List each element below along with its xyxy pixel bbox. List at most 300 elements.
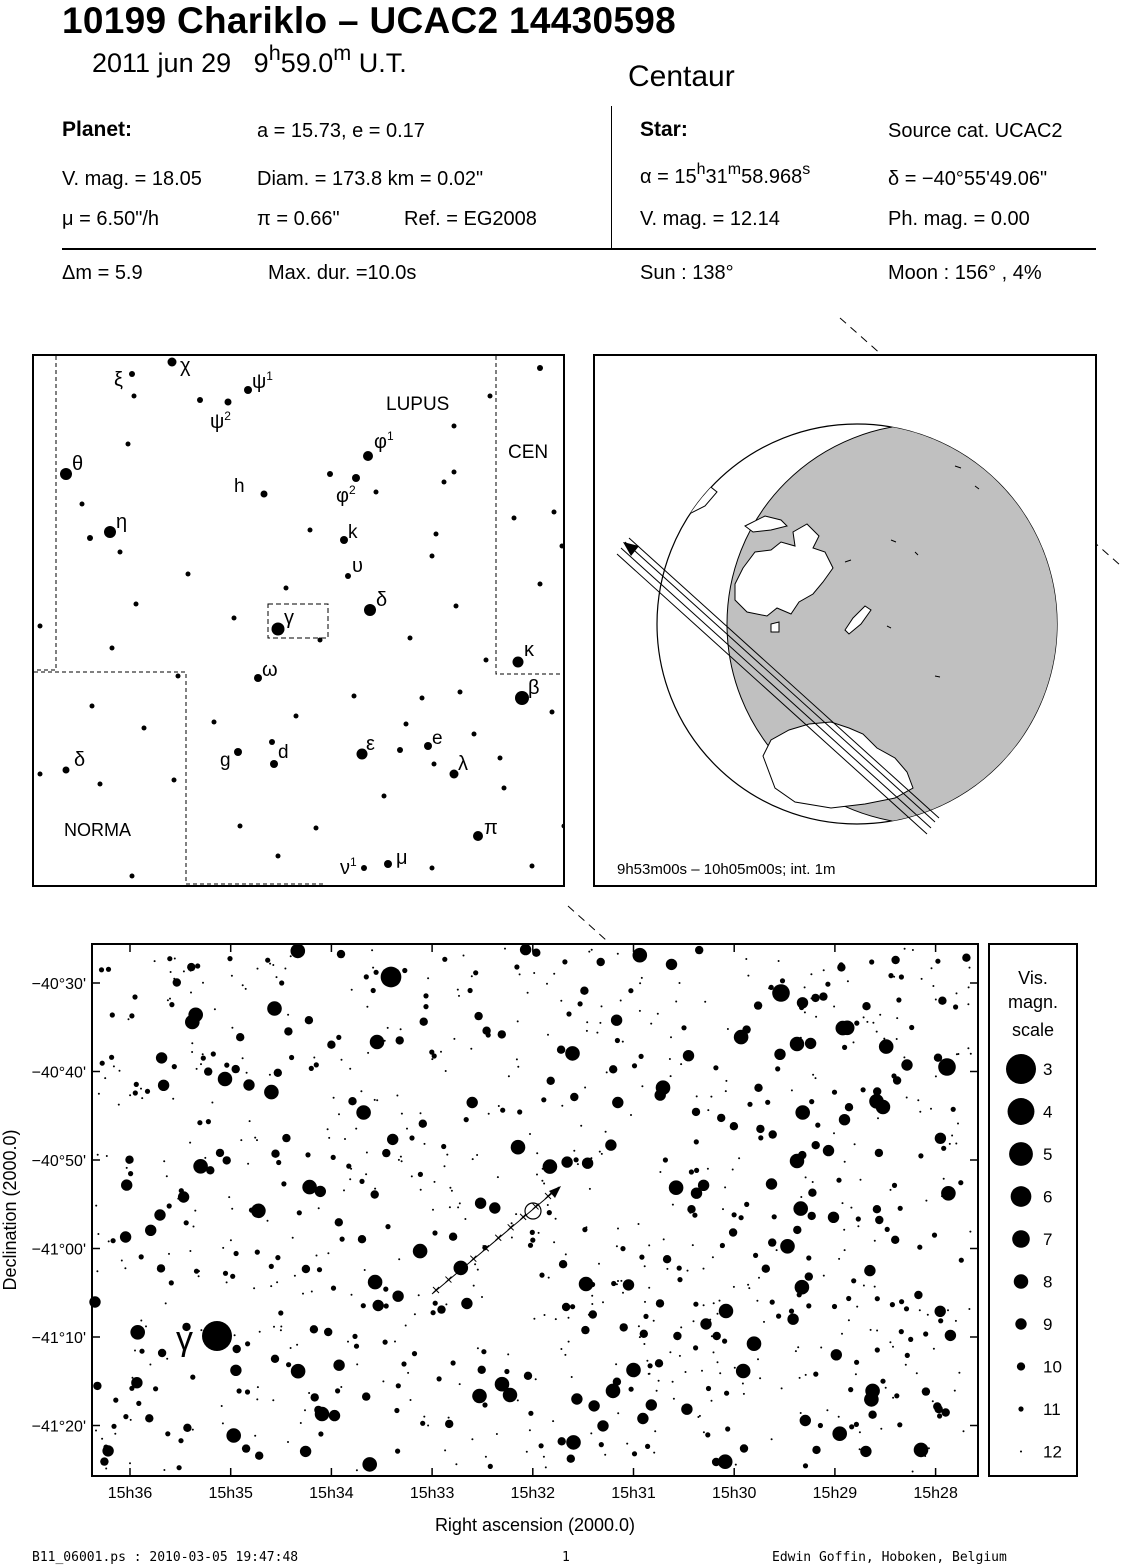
field-star bbox=[717, 1313, 719, 1315]
field-star bbox=[371, 1190, 379, 1198]
star-dec: δ = −40°55'49.06" bbox=[888, 168, 1048, 190]
nu1-glyph: ν bbox=[340, 857, 350, 879]
field-star bbox=[653, 1320, 655, 1322]
field-star bbox=[669, 1351, 671, 1353]
field-star bbox=[336, 1035, 341, 1040]
page-title: 10199 Chariklo – UCAC2 14430598 bbox=[62, 0, 677, 41]
field-star bbox=[639, 1054, 644, 1059]
field-star bbox=[183, 1424, 191, 1432]
field-star bbox=[606, 1384, 621, 1399]
field-star bbox=[713, 1351, 715, 1353]
field-star bbox=[247, 1163, 249, 1165]
field-star bbox=[703, 1268, 705, 1270]
lupus-label: LUPUS bbox=[386, 394, 450, 415]
field-star bbox=[533, 1318, 535, 1320]
field-star bbox=[192, 1429, 194, 1431]
phi1-glyph: φ bbox=[374, 431, 387, 453]
field-star bbox=[366, 1152, 368, 1154]
field-star bbox=[95, 1205, 97, 1207]
field-star bbox=[231, 1208, 233, 1210]
field-star bbox=[638, 1325, 640, 1327]
field-star bbox=[558, 1437, 566, 1445]
field-star bbox=[498, 1105, 500, 1107]
field-star bbox=[743, 1393, 745, 1395]
field-star bbox=[800, 1196, 802, 1198]
field-star bbox=[909, 1025, 914, 1030]
legend-marker bbox=[1017, 1362, 1025, 1370]
field-star bbox=[535, 1378, 537, 1380]
field-star bbox=[249, 1120, 251, 1122]
field-star bbox=[424, 1143, 426, 1145]
field-star bbox=[561, 1156, 572, 1167]
event-time-hours: 9 bbox=[253, 48, 269, 78]
field-star bbox=[451, 1190, 453, 1192]
field-star bbox=[692, 1244, 694, 1246]
field-star bbox=[601, 1005, 603, 1007]
field-star bbox=[384, 1303, 389, 1308]
field-star bbox=[481, 1296, 483, 1298]
field-star bbox=[673, 1332, 681, 1340]
field-star bbox=[557, 1046, 565, 1054]
field-star bbox=[680, 1063, 682, 1065]
field-star bbox=[854, 1422, 859, 1427]
field-star bbox=[294, 1275, 296, 1277]
psi1-sup: 1 bbox=[266, 369, 273, 383]
field-star bbox=[287, 1014, 289, 1016]
field-star bbox=[278, 1310, 283, 1315]
kappa-label: κ bbox=[524, 639, 534, 661]
k-label: k bbox=[348, 522, 358, 543]
field-star bbox=[310, 1325, 318, 1333]
field-star bbox=[431, 1310, 436, 1315]
field-star bbox=[808, 1212, 816, 1220]
finder-star bbox=[294, 714, 299, 719]
field-star bbox=[892, 1183, 897, 1188]
field-star bbox=[276, 1160, 281, 1165]
finder-stars bbox=[38, 358, 564, 879]
field-star bbox=[427, 977, 429, 979]
field-star bbox=[376, 1099, 378, 1101]
field-star bbox=[130, 1325, 145, 1340]
field-star bbox=[615, 1363, 617, 1365]
field-star bbox=[950, 1189, 952, 1191]
field-star bbox=[344, 1138, 346, 1140]
field-star bbox=[515, 1213, 517, 1215]
field-star bbox=[158, 1349, 166, 1357]
field-star bbox=[663, 1157, 668, 1162]
field-star bbox=[774, 1049, 785, 1060]
beta-label: β bbox=[528, 677, 540, 699]
field-star bbox=[589, 1310, 597, 1318]
field-star bbox=[445, 1070, 447, 1072]
field-star bbox=[758, 1277, 760, 1279]
field-star bbox=[812, 1074, 814, 1076]
field-star bbox=[698, 1180, 709, 1191]
field-star bbox=[890, 1302, 895, 1307]
field-star bbox=[756, 1300, 758, 1302]
field-star bbox=[860, 1446, 871, 1457]
field-star bbox=[958, 1180, 963, 1185]
field-star bbox=[738, 1157, 740, 1159]
field-star bbox=[228, 1196, 230, 1198]
field-star bbox=[555, 1318, 557, 1320]
field-star bbox=[409, 1135, 414, 1140]
field-star bbox=[848, 1319, 850, 1321]
finder-star bbox=[63, 767, 70, 774]
field-star bbox=[890, 1189, 892, 1191]
field-star bbox=[695, 946, 703, 954]
legend-marker bbox=[1009, 1142, 1033, 1166]
field-star bbox=[892, 1346, 894, 1348]
bright-star bbox=[89, 1296, 100, 1307]
field-star bbox=[956, 992, 958, 994]
field-star bbox=[775, 1066, 780, 1071]
field-star bbox=[362, 1392, 370, 1400]
field-star bbox=[100, 1457, 108, 1465]
y-axis-label: Declination (2000.0) bbox=[0, 1129, 20, 1291]
legend-label: 12 bbox=[1043, 1442, 1062, 1462]
star-header: Star: bbox=[640, 118, 688, 141]
bright-star bbox=[938, 1058, 956, 1076]
field-star bbox=[125, 1156, 133, 1164]
finder-star bbox=[225, 399, 232, 406]
field-star bbox=[908, 1337, 913, 1342]
field-star bbox=[300, 1422, 302, 1424]
field-star bbox=[136, 1401, 141, 1406]
star-source: Source cat. UCAC2 bbox=[888, 120, 1063, 142]
finder-star bbox=[110, 646, 115, 651]
psi1-glyph: ψ bbox=[252, 371, 267, 393]
g-label: g bbox=[220, 750, 231, 771]
field-star bbox=[259, 1331, 261, 1333]
finder-star bbox=[318, 638, 323, 643]
field-star bbox=[754, 1001, 762, 1009]
field-star bbox=[697, 1416, 699, 1418]
finder-star bbox=[374, 490, 379, 495]
finder-star bbox=[352, 694, 357, 699]
bright-star bbox=[719, 1304, 734, 1319]
planet-vmag: V. mag. = 18.05 bbox=[62, 168, 202, 190]
field-star bbox=[681, 1404, 692, 1415]
field-star bbox=[877, 1117, 879, 1119]
field-star bbox=[938, 997, 946, 1005]
field-star bbox=[891, 956, 899, 964]
field-star bbox=[401, 1113, 403, 1115]
field-star bbox=[825, 982, 830, 987]
finder-star bbox=[452, 424, 457, 429]
field-star bbox=[864, 1399, 866, 1401]
field-star bbox=[812, 1181, 814, 1183]
field-star bbox=[880, 1379, 885, 1384]
field-star bbox=[776, 1249, 778, 1251]
finder-star bbox=[384, 860, 392, 868]
bright-star bbox=[243, 1079, 254, 1090]
field-star bbox=[139, 1349, 144, 1354]
field-star bbox=[957, 1123, 959, 1125]
field-star bbox=[692, 1213, 697, 1218]
field-star bbox=[630, 1114, 632, 1116]
field-star bbox=[778, 960, 780, 962]
x-tick-label: 15h34 bbox=[309, 1485, 354, 1502]
field-star bbox=[865, 1384, 880, 1399]
field-star bbox=[729, 1228, 737, 1236]
field-star bbox=[912, 949, 914, 951]
field-star bbox=[95, 1430, 97, 1432]
field-star bbox=[959, 1258, 964, 1263]
x-tick-label: 15h33 bbox=[409, 1485, 455, 1502]
field-star bbox=[406, 1128, 408, 1130]
field-star bbox=[356, 1363, 358, 1365]
field-star bbox=[340, 1386, 342, 1388]
field-star bbox=[831, 1349, 842, 1360]
field-star bbox=[876, 1031, 878, 1033]
field-star bbox=[879, 1014, 881, 1016]
field-star bbox=[843, 1229, 845, 1231]
field-star bbox=[892, 1397, 894, 1399]
field-star bbox=[808, 1189, 816, 1197]
field-star bbox=[184, 1220, 189, 1225]
finder-star bbox=[234, 748, 242, 756]
field-star bbox=[713, 1332, 721, 1340]
field-star bbox=[643, 1314, 648, 1319]
field-star bbox=[772, 1214, 777, 1219]
field-star bbox=[311, 1291, 313, 1293]
field-star bbox=[226, 1281, 228, 1283]
field-star bbox=[745, 958, 747, 960]
field-star bbox=[591, 949, 593, 951]
field-star bbox=[935, 1133, 946, 1144]
field-star bbox=[367, 1052, 369, 1054]
x-tick-label: 15h32 bbox=[510, 1485, 556, 1502]
field-star bbox=[113, 1065, 115, 1067]
field-star bbox=[970, 1053, 972, 1055]
field-star bbox=[669, 1058, 671, 1060]
legend-label: 5 bbox=[1043, 1145, 1053, 1164]
field-star bbox=[602, 1301, 604, 1303]
field-star bbox=[680, 1326, 682, 1328]
field-star bbox=[280, 1326, 282, 1328]
field-star bbox=[854, 1360, 859, 1365]
field-star bbox=[722, 1339, 727, 1344]
finder-star bbox=[238, 824, 243, 829]
nu1-sup: 1 bbox=[350, 855, 357, 869]
field-star bbox=[470, 1048, 472, 1050]
field-star bbox=[133, 1090, 138, 1095]
field-star bbox=[876, 1330, 878, 1332]
hours-unit: h bbox=[268, 40, 281, 66]
norma-label: NORMA bbox=[64, 820, 131, 840]
field-star bbox=[547, 1034, 549, 1036]
field-star bbox=[449, 1206, 451, 1208]
field-star bbox=[108, 1240, 110, 1242]
field-star bbox=[463, 955, 465, 957]
field-star bbox=[609, 1065, 617, 1073]
field-star bbox=[347, 1341, 349, 1343]
field-star bbox=[498, 1030, 506, 1038]
field-star bbox=[804, 1011, 806, 1013]
field-star bbox=[899, 1299, 904, 1304]
field-star bbox=[574, 1157, 579, 1162]
finder-star bbox=[80, 502, 85, 507]
field-star bbox=[284, 968, 286, 970]
field-star bbox=[366, 1006, 368, 1008]
star-ra-s-unit: s bbox=[802, 161, 811, 179]
finder-star bbox=[361, 865, 367, 871]
field-star bbox=[780, 978, 785, 983]
field-star bbox=[458, 995, 460, 997]
field-star bbox=[918, 1153, 923, 1158]
field-star bbox=[932, 985, 934, 987]
field-star bbox=[99, 967, 104, 972]
field-star bbox=[383, 1287, 388, 1292]
field-star bbox=[511, 1237, 513, 1239]
field-star bbox=[467, 1097, 478, 1108]
field-star bbox=[838, 1029, 840, 1031]
field-star bbox=[407, 1372, 409, 1374]
bright-star bbox=[218, 1072, 233, 1087]
field-star bbox=[646, 1360, 648, 1362]
field-star bbox=[874, 1286, 876, 1288]
field-star bbox=[394, 1341, 396, 1343]
finder-star bbox=[512, 516, 517, 521]
field-star bbox=[290, 955, 292, 957]
x-tick-label: 15h36 bbox=[107, 1485, 153, 1502]
field-star bbox=[195, 963, 200, 968]
bright-star bbox=[700, 1318, 711, 1329]
event-date: 2011 jun 29 bbox=[92, 48, 232, 78]
field-star bbox=[762, 1265, 770, 1273]
field-star bbox=[839, 962, 844, 967]
field-star bbox=[650, 1023, 652, 1025]
field-star bbox=[163, 1469, 165, 1471]
field-star bbox=[888, 973, 893, 978]
field-star bbox=[957, 1053, 959, 1055]
field-star bbox=[200, 1329, 202, 1331]
field-star bbox=[541, 1180, 543, 1182]
field-star bbox=[644, 1301, 646, 1303]
moon-elongation: Moon : 156° , 4% bbox=[888, 262, 1042, 284]
finder-star bbox=[408, 636, 413, 641]
field-star bbox=[768, 1238, 776, 1246]
field-star bbox=[917, 1099, 919, 1101]
field-star bbox=[626, 1443, 628, 1445]
field-star bbox=[645, 1444, 650, 1449]
field-star bbox=[206, 1119, 211, 1124]
field-star bbox=[504, 948, 506, 950]
field-star bbox=[951, 1107, 956, 1112]
field-star bbox=[713, 1302, 715, 1304]
field-star bbox=[865, 1008, 867, 1010]
field-star bbox=[659, 1171, 661, 1173]
field-star bbox=[799, 1377, 801, 1379]
field-star bbox=[933, 1348, 935, 1350]
finder-star bbox=[442, 480, 447, 485]
field-star bbox=[795, 1105, 810, 1120]
field-star bbox=[830, 1217, 832, 1219]
legend-marker bbox=[1012, 1230, 1030, 1248]
field-star bbox=[883, 1038, 885, 1040]
field-star bbox=[623, 1279, 634, 1290]
field-star bbox=[704, 1001, 706, 1003]
field-star bbox=[383, 1340, 388, 1345]
field-star bbox=[916, 1372, 918, 1374]
event-time-ut: U.T. bbox=[358, 48, 407, 78]
field-star bbox=[364, 1269, 366, 1271]
finder-star bbox=[515, 691, 529, 705]
field-star bbox=[169, 1280, 174, 1285]
field-star bbox=[938, 1318, 943, 1323]
field-star bbox=[904, 948, 906, 950]
field-star bbox=[804, 986, 806, 988]
field-star bbox=[305, 1016, 313, 1024]
field-star bbox=[770, 1300, 775, 1305]
legend-marker bbox=[1015, 1318, 1026, 1329]
field-star bbox=[481, 1349, 486, 1354]
field-star bbox=[677, 1266, 682, 1271]
field-star bbox=[654, 1430, 656, 1432]
field-star bbox=[675, 1001, 677, 1003]
field-star bbox=[599, 1442, 604, 1447]
field-star bbox=[921, 978, 923, 980]
field-star bbox=[227, 956, 232, 961]
field-star bbox=[296, 1344, 298, 1346]
field-star bbox=[311, 1393, 319, 1401]
field-star bbox=[177, 1198, 179, 1200]
field-star bbox=[846, 1296, 851, 1301]
field-star bbox=[233, 1345, 241, 1353]
field-star bbox=[832, 1426, 847, 1441]
field-star bbox=[297, 1210, 302, 1215]
finder-star bbox=[352, 474, 360, 482]
field-star bbox=[599, 1151, 601, 1153]
field-star bbox=[185, 1015, 200, 1030]
field-star bbox=[129, 1094, 131, 1096]
field-star bbox=[641, 1085, 643, 1087]
field-star bbox=[833, 1006, 835, 1008]
field-star bbox=[267, 1001, 282, 1016]
field-star bbox=[935, 959, 940, 964]
finder-star bbox=[550, 710, 555, 715]
y-tick-label: −41°20' bbox=[31, 1418, 86, 1436]
field-star bbox=[573, 1150, 575, 1152]
field-star bbox=[872, 1022, 874, 1024]
field-star bbox=[672, 1204, 674, 1206]
field-star bbox=[269, 1264, 274, 1269]
field-star bbox=[140, 1088, 142, 1090]
field-star bbox=[230, 1365, 241, 1376]
h-label: h bbox=[234, 476, 245, 497]
field-star bbox=[863, 1285, 865, 1287]
phi2-glyph: φ bbox=[336, 485, 349, 507]
field-star bbox=[570, 1093, 578, 1101]
globe-caption: 9h53m00s – 10h05m00s; int. 1m bbox=[617, 861, 836, 878]
field-star bbox=[861, 1087, 866, 1092]
finder-star bbox=[404, 722, 409, 727]
field-star bbox=[656, 1390, 658, 1392]
bright-star bbox=[381, 967, 402, 988]
field-star bbox=[849, 1424, 854, 1429]
magnitude-drop: Δm = 5.9 bbox=[62, 262, 143, 284]
field-star bbox=[747, 1102, 752, 1107]
field-star bbox=[275, 1255, 280, 1260]
field-star bbox=[672, 1381, 674, 1383]
field-star bbox=[256, 1139, 258, 1141]
field-star bbox=[703, 1431, 705, 1433]
field-star bbox=[387, 1134, 398, 1145]
star-ra-hours: α = 15 bbox=[640, 166, 697, 188]
finder-star bbox=[484, 658, 489, 663]
field-star bbox=[468, 988, 473, 993]
